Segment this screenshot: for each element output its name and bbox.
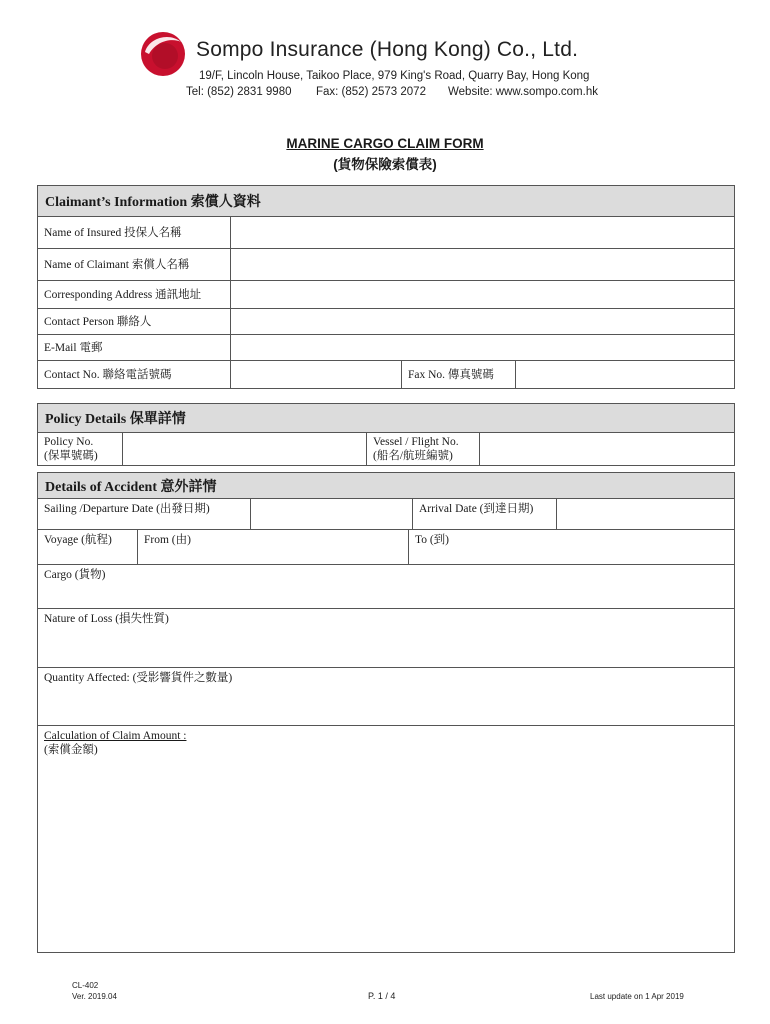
accident-section (37, 472, 735, 953)
address-label: Corresponding Address 通訊地址 (38, 281, 231, 308)
page-number: P. 1 / 4 (368, 991, 396, 1001)
claim-amount-field[interactable] (38, 726, 734, 952)
to-label: To (到) (415, 534, 450, 546)
quantity-affected-label: Quantity Affected: (受影響貨件之數量) (44, 672, 233, 684)
cargo-label: Cargo (貨物) (44, 569, 106, 581)
accident-heading: Details of Accident 意外詳情 (38, 473, 734, 499)
cargo-field[interactable] (38, 565, 734, 608)
name-of-claimant-field[interactable] (231, 249, 734, 280)
nature-of-loss-label: Nature of Loss (損失性質) (44, 613, 169, 625)
form-version: Ver. 2019.04 (72, 992, 117, 1001)
form-title-zh: (貨物保險索償表) (333, 157, 437, 172)
policy-heading: Policy Details 保單詳情 (38, 404, 734, 433)
vessel-label-zh: (船名/航班編號) (373, 450, 453, 462)
claim-amount-label: Calculation of Claim Amount : (44, 730, 187, 742)
contact-person-field[interactable] (231, 309, 734, 334)
sailing-date-field[interactable] (251, 499, 413, 529)
voyage-label: Voyage (航程) (38, 530, 138, 564)
policy-section (37, 403, 735, 466)
sailing-date-label: Sailing /Departure Date (出發日期) (38, 499, 251, 529)
from-label: From (由) (144, 534, 191, 546)
last-update: Last update on 1 Apr 2019 (590, 992, 684, 1001)
to-field[interactable] (409, 530, 734, 564)
name-of-claimant-label: Name of Claimant 索償人名稱 (38, 249, 231, 280)
company-name: Sompo Insurance (Hong Kong) Co., Ltd. (196, 38, 579, 61)
vessel-label-en: Vessel / Flight No. (373, 436, 459, 448)
vessel-label (367, 433, 480, 465)
claimant-heading: Claimant’s Information 索償人資料 (38, 186, 734, 217)
email-label: E-Mail 電郵 (38, 335, 231, 360)
quantity-affected-field[interactable] (38, 668, 734, 725)
company-fax: Fax: (852) 2573 2072 (316, 86, 426, 98)
nature-of-loss-field[interactable] (38, 609, 734, 667)
vessel-field[interactable] (480, 433, 734, 465)
form-title: MARINE CARGO CLAIM FORM (286, 136, 484, 151)
fax-no-field[interactable] (516, 361, 734, 388)
company-website[interactable]: Website: www.sompo.com.hk (448, 86, 598, 98)
arrival-date-label: Arrival Date (到達日期) (413, 499, 557, 529)
address-field[interactable] (231, 281, 734, 308)
arrival-date-field[interactable] (557, 499, 734, 529)
email-field[interactable] (231, 335, 734, 360)
name-of-insured-field[interactable] (231, 217, 734, 248)
form-code: CL-402 (72, 981, 99, 990)
contact-no-field[interactable] (231, 361, 402, 388)
policy-no-label (38, 433, 123, 465)
name-of-insured-label: Name of Insured 投保人名稱 (38, 217, 231, 248)
claim-amount-label-zh: (索償金額) (44, 744, 98, 756)
sompo-logo (139, 30, 187, 78)
company-tel: Tel: (852) 2831 9980 (186, 86, 292, 98)
policy-no-field[interactable] (123, 433, 367, 465)
policy-no-label-en: Policy No. (44, 436, 94, 448)
company-address: 19/F, Lincoln House, Taikoo Place, 979 King's Road, Quarry Bay, Hong Kong (199, 70, 590, 82)
policy-no-label-zh: (保單號碼) (44, 450, 98, 462)
contact-no-label: Contact No. 聯絡電話號碼 (38, 361, 231, 388)
contact-person-label: Contact Person 聯絡人 (38, 309, 231, 334)
claimant-section (37, 185, 735, 389)
company-contacts (186, 86, 616, 98)
fax-no-label: Fax No. 傳真號碼 (402, 361, 516, 388)
from-field[interactable] (138, 530, 409, 564)
